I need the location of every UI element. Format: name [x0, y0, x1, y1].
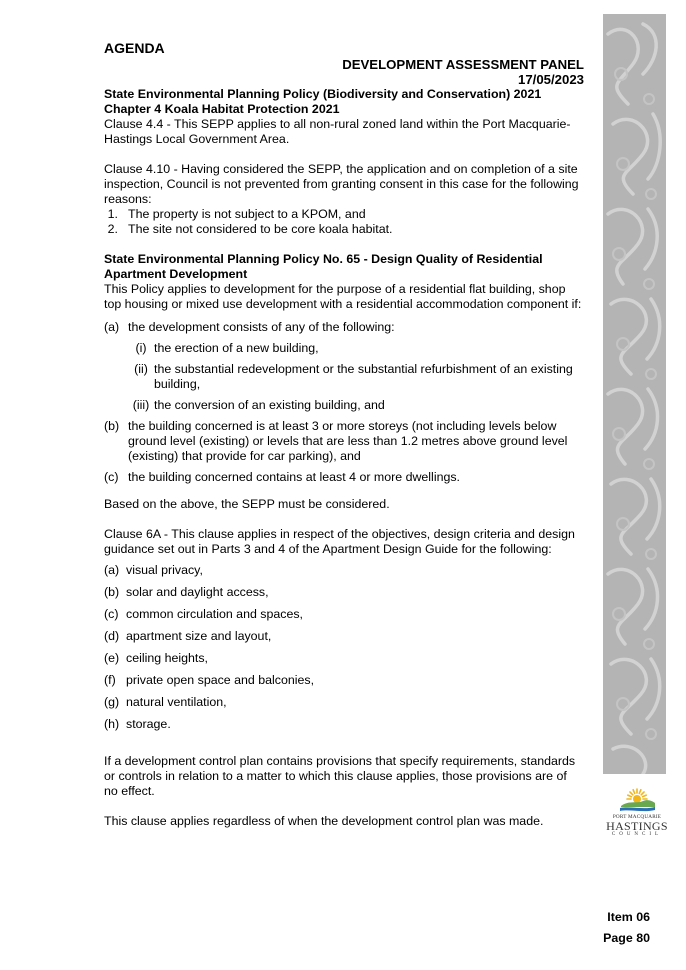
swirl-pattern-icon: [603, 14, 666, 774]
list-item: (c) the building concerned contains at least 4 or more dwellings.: [104, 470, 460, 484]
list-item: (i) the erection of a new building,: [135, 341, 319, 355]
clause-6a-text: Clause 6A - This clause applies in respect of the objectives, design criteria and design guidance set out in Parts 3 and 4 of the Apartment Design Guide for the following:: [104, 527, 575, 556]
clause-4-10-text: Clause 4.10 - Having considered the SEPP, the application and on completion of a site inspection, Council is not prevented from granting consent in this case for the following reasons:: [104, 162, 579, 206]
sepp-65-title-2: Apartment Development: [104, 267, 248, 281]
list-item: (g) natural ventilation,: [104, 695, 227, 709]
logo-line-1: PORT MACQUARIE: [612, 814, 662, 820]
sepp-65-intro: This Policy applies to development for the purpose of a residential flat building, shop top housing or mixed use development with a residential accommodation component if:: [104, 282, 582, 311]
list-item: (b) the building concerned is at least 3 or more storeys (not including levels below ground level (existing) or levels that are less than 1.2 metres above ground level (existing) that provide for car parking), and: [104, 419, 568, 463]
list-item: (h) storage.: [104, 717, 171, 731]
clause-4-4-text: Clause 4.4 - This SEPP applies to all non-rural zoned land within the Port Macquarie-Hastings Local Government Area.: [104, 117, 571, 146]
list-item: (f) private open space and balconies,: [104, 673, 315, 687]
meeting-date: 17/05/2023: [517, 72, 584, 87]
list-item: (iii) the conversion of an existing building, and: [132, 398, 385, 412]
list-item: (a) the development consists of any of the following:: [104, 320, 395, 334]
list-item: (a) visual privacy,: [104, 563, 203, 577]
decorative-sidebar: [603, 14, 666, 774]
sepp-biodiversity-title-2: Chapter 4 Koala Habitat Protection 2021: [104, 102, 340, 116]
list-item: 1. The property is not subject to a KPOM, and: [107, 207, 366, 221]
agenda-heading: AGENDA: [104, 40, 165, 56]
council-logo: [606, 786, 668, 838]
list-item: (ii) the substantial redevelopment or the substantial refurbishment of an existing building,: [134, 362, 573, 391]
panel-heading: DEVELOPMENT ASSESSMENT PANEL: [342, 57, 584, 72]
design-criteria-list: [104, 563, 584, 732]
sepp-65-conclusion: Based on the above, the SEPP must be considered.: [104, 497, 390, 511]
list-item: (b) solar and daylight access,: [104, 585, 269, 599]
sun-hills-logo-icon: [617, 786, 657, 814]
document-body: [104, 40, 584, 829]
list-item: (d) apartment size and layout,: [104, 629, 272, 643]
dcp-regardless-note: This clause applies regardless of when the development control plan was made.: [104, 814, 544, 828]
list-item: 2. The site not considered to be core koala habitat.: [107, 222, 393, 236]
sepp-65-title-1: State Environmental Planning Policy No. 65 - Design Quality of Residential: [104, 252, 543, 266]
logo-line-2: HASTINGS: [606, 819, 668, 833]
logo-line-3: COUNCIL: [611, 832, 663, 837]
sepp-biodiversity-title-1: State Environmental Planning Policy (Biodiversity and Conservation) 2021: [104, 87, 542, 101]
item-number: Item 06: [607, 910, 650, 924]
list-item: (e) ceiling heights,: [104, 651, 208, 665]
dcp-note: If a development control plan contains provisions that specify requirements, standards or controls in relation to a matter to which this clause applies, those provisions are of no effect.: [104, 754, 576, 798]
page-number: Page 80: [603, 931, 650, 945]
list-item: (c) common circulation and spaces,: [104, 607, 303, 621]
